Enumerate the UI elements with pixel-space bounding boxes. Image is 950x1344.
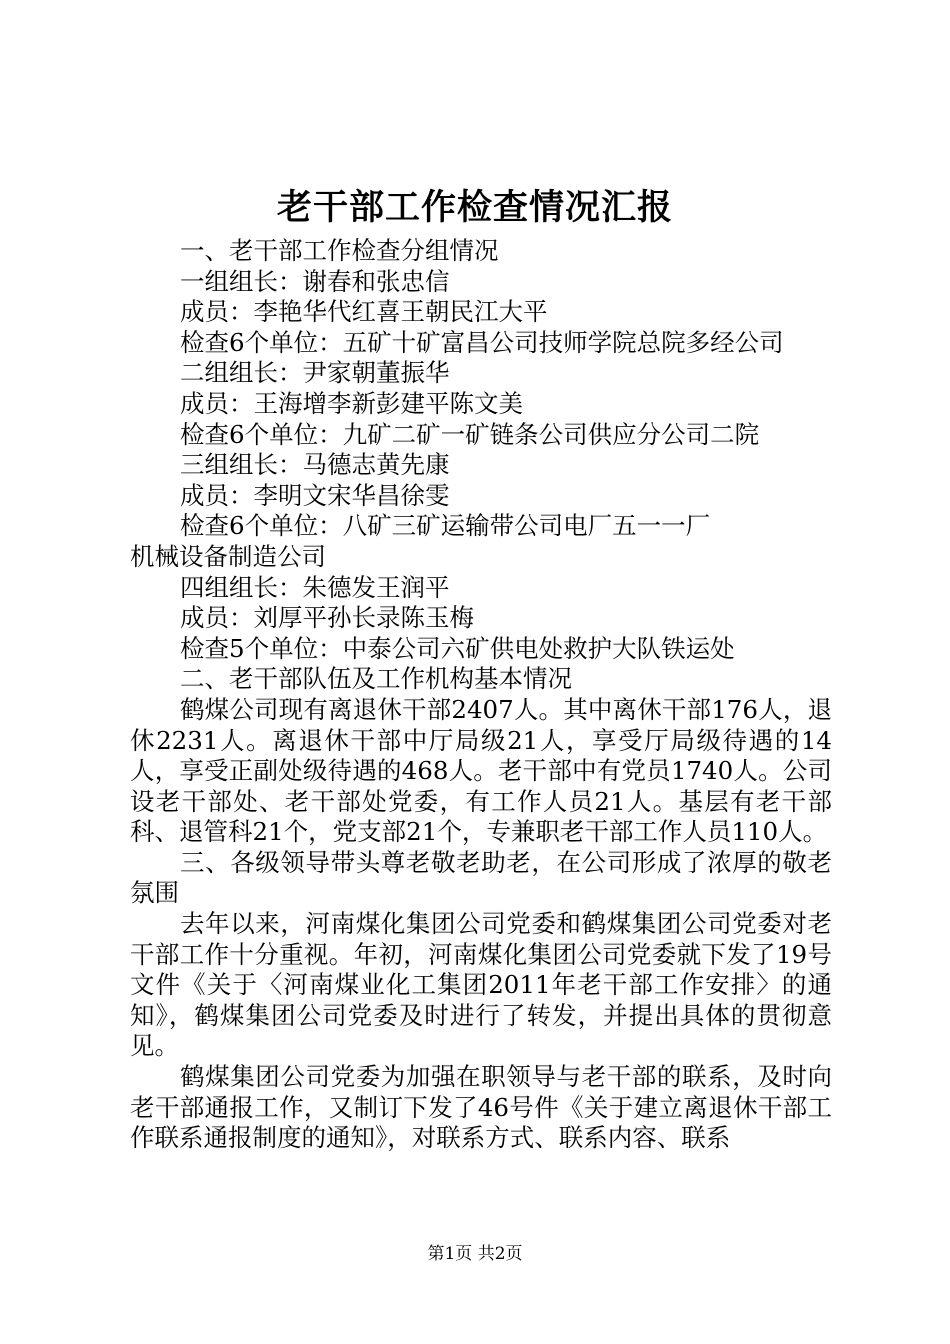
group3-members: 成员：李明文宋华昌徐雯 [180, 480, 450, 510]
section-heading-3: 三、各级领导带头尊老敬老助老，在公司形成了浓厚的敬老氛围 [130, 847, 832, 908]
group3-leaders: 三组组长：马德志黄先康 [180, 450, 450, 480]
paragraph-liaison-system: 鹤煤集团公司党委为加强在职领导与老干部的联系，及时向老干部通报工作，又制订下发了46号件《关于建立离退休干部工作联系通报制度的通知》，对联系方式、联系内容、联系 [130, 1062, 832, 1153]
page-number-footer: 第1页 共2页 [427, 1244, 523, 1264]
section-heading-1: 一、老干部工作检查分组情况 [180, 236, 499, 265]
group4-members: 成员：刘厚平孙长录陈玉梅 [180, 603, 474, 633]
group2-leaders: 二组组长：尹家朝董振华 [180, 358, 450, 388]
group4-units: 检查5个单位：中泰公司六矿供电处救护大队铁运处 [180, 633, 735, 663]
group1-members: 成员：李艳华代红喜王朝民江大平 [180, 297, 548, 327]
group3-units-continued: 机械设备制造公司 [130, 541, 326, 571]
paragraph-staff-overview: 鹤煤公司现有离退休干部2407人。其中离休干部176人，退休2231人。离退休干部中厅局级21人，享受厅局级待遇的14人，享受正副处级待遇的468人。老干部中有党员1740人。公司设老干部处、老干部处党委，有工作人员21人。基层有老干部科、退管科21个，党支部21个，专兼职老干部工作人员110人。 [130, 694, 832, 847]
group4-leaders: 四组组长：朱德发王润平 [180, 572, 450, 602]
document-title: 老干部工作检查情况汇报 [276, 187, 673, 228]
group1-units: 检查6个单位：五矿十矿富昌公司技师学院总院多经公司 [180, 327, 784, 357]
group2-members: 成员：王海增李新彭建平陈文美 [180, 388, 523, 418]
document-body [130, 236, 832, 1154]
paragraph-party-committee: 去年以来，河南煤化集团公司党委和鹤煤集团公司党委对老干部工作十分重视。年初，河南煤化集团公司党委就下发了19号文件《关于〈河南煤业化工集团2011年老干部工作安排〉的通知》，鹤煤集团公司党委及时进行了转发，并提出具体的贯彻意见。 [130, 909, 832, 1061]
group2-units: 检查6个单位：九矿二矿一矿链条公司供应分公司二院 [180, 419, 760, 449]
group1-leaders: 一组组长：谢春和张忠信 [180, 266, 450, 296]
group3-units: 检查6个单位：八矿三矿运输带公司电厂五一一厂 [180, 511, 711, 541]
section-heading-2: 二、老干部队伍及工作机构基本情况 [180, 664, 572, 694]
